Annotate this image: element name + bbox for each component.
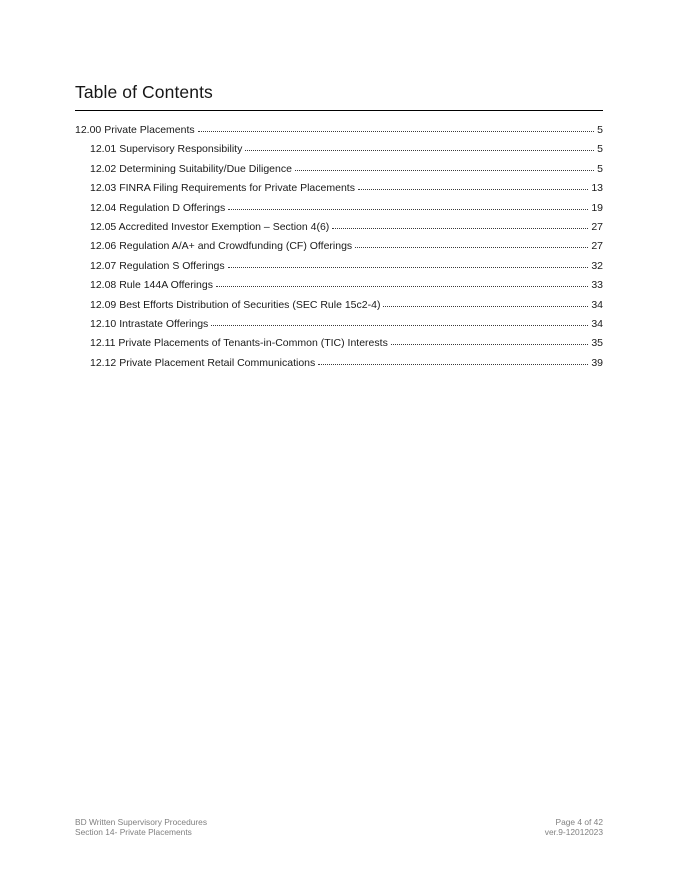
toc-entry-label: 12.09 Best Efforts Distribution of Securities (SEC Rule 15c2-4) <box>90 298 381 311</box>
toc-entry[interactable] <box>75 357 603 376</box>
toc-leader-dots <box>228 209 588 210</box>
toc-entry-label: 12.04 Regulation D Offerings <box>90 201 226 214</box>
toc-entry-label: 12.05 Accredited Investor Exemption – Section 4(6) <box>90 220 330 233</box>
toc-entry-page: 27 <box>591 240 603 253</box>
toc-entry-label: 12.06 Regulation A/A+ and Crowdfunding (CF) Offerings <box>90 240 353 253</box>
toc-leader-dots <box>391 344 588 345</box>
toc-entry-page: 5 <box>597 162 603 175</box>
toc-leader-dots <box>198 131 595 132</box>
page-footer <box>75 817 603 837</box>
toc-entry-label: 12.12 Private Placement Retail Communications <box>90 356 316 369</box>
footer-left <box>75 817 207 837</box>
toc-leader-dots <box>358 189 588 190</box>
toc-entry-page: 5 <box>597 143 603 156</box>
footer-version: ver.9-12012023 <box>544 827 603 837</box>
toc-leader-dots <box>383 306 588 307</box>
toc-entry[interactable] <box>75 182 603 201</box>
toc-leader-dots <box>228 267 589 268</box>
toc-entry-label: 12.03 FINRA Filing Requirements for Private Placements <box>90 182 355 195</box>
toc-entry-page: 32 <box>591 259 603 272</box>
toc-entry[interactable] <box>75 337 603 356</box>
toc-entry-page: 33 <box>591 279 603 292</box>
toc-entry-page: 34 <box>591 317 603 330</box>
toc-entry-page: 5 <box>597 124 603 136</box>
toc-entry[interactable] <box>75 279 603 298</box>
toc-entry-label: 12.10 Intrastate Offerings <box>90 317 209 330</box>
toc-entry-page: 39 <box>591 356 603 369</box>
toc-entry[interactable] <box>75 221 603 240</box>
toc-entry-label: 12.11 Private Placements of Tenants-in-Common (TIC) Interests <box>90 337 388 350</box>
toc-entry-page: 27 <box>591 220 603 233</box>
footer-page-number: Page 4 of 42 <box>555 817 603 827</box>
toc-leader-dots <box>318 364 588 365</box>
toc-entry-label: 12.00 Private Placements <box>75 124 195 136</box>
toc-entry-page: 35 <box>591 337 603 350</box>
toc-entry-page: 34 <box>591 298 603 311</box>
toc-entry[interactable] <box>75 163 603 182</box>
toc-leader-dots <box>355 247 588 248</box>
toc-entry[interactable] <box>75 143 603 162</box>
toc-leader-dots <box>332 228 588 229</box>
toc-entry[interactable] <box>75 318 603 337</box>
toc-entry[interactable] <box>75 202 603 221</box>
toc-entry-label: 12.02 Determining Suitability/Due Diligence <box>90 162 292 175</box>
toc-entry[interactable] <box>75 260 603 279</box>
toc-leader-dots <box>216 286 588 287</box>
page-title: Table of Contents <box>75 82 603 111</box>
toc-leader-dots <box>295 170 594 171</box>
toc-entry-page: 13 <box>591 182 603 195</box>
toc-entry-label: 12.01 Supervisory Responsibility <box>90 143 243 156</box>
footer-doc-name: BD Written Supervisory Procedures <box>75 817 208 827</box>
toc-entry[interactable] <box>75 124 603 143</box>
toc-entry[interactable] <box>75 240 603 259</box>
footer-section-name: Section 14- Private Placements <box>75 827 192 837</box>
toc-entry[interactable] <box>75 299 603 318</box>
page-content <box>75 0 603 376</box>
toc-entry-page: 19 <box>591 201 603 214</box>
toc-entry-label: 12.08 Rule 144A Offerings <box>90 279 213 292</box>
toc-list <box>75 124 603 376</box>
toc-entry-label: 12.07 Regulation S Offerings <box>90 259 225 272</box>
toc-leader-dots <box>245 150 594 151</box>
toc-leader-dots <box>211 325 588 326</box>
footer-right <box>545 817 603 837</box>
